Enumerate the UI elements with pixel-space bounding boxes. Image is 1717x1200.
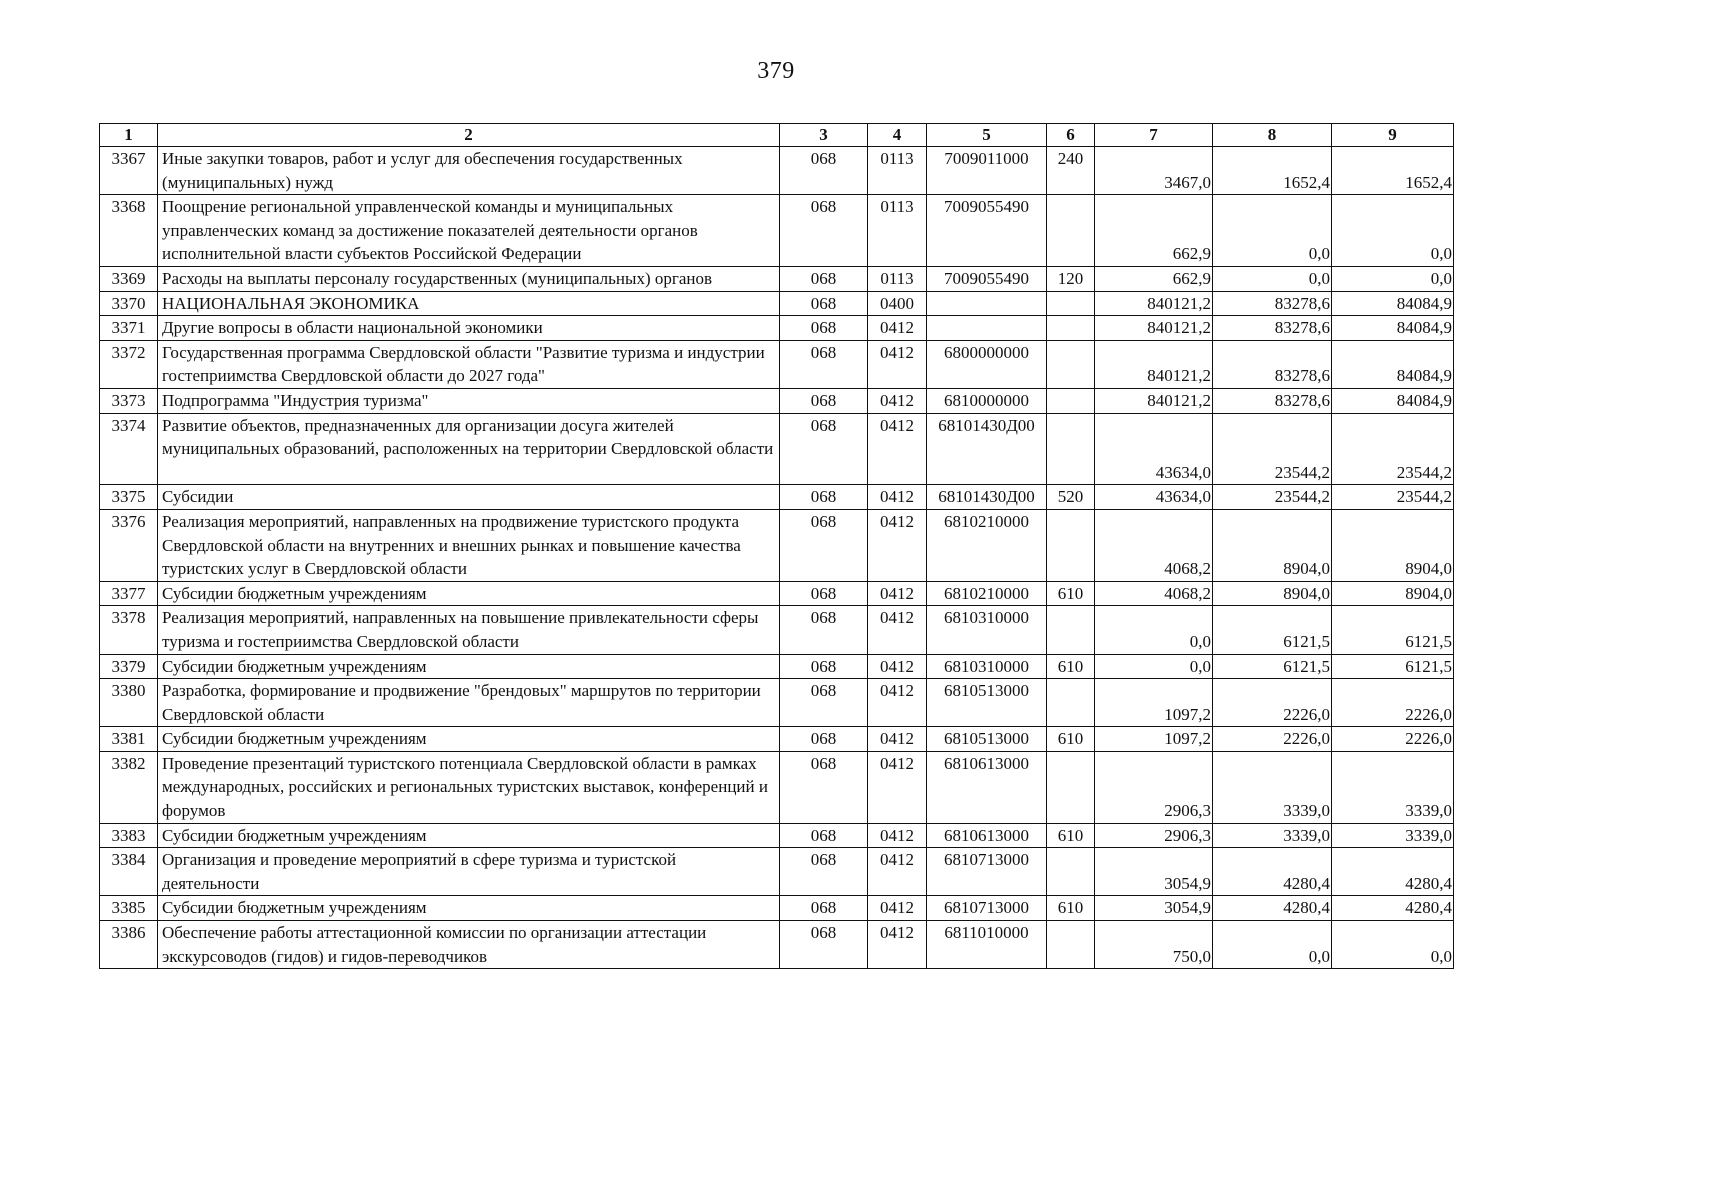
row-amount-col7: 4068,2 (1095, 581, 1213, 606)
row-description: Обеспечение работы аттестационной комиссии по организации аттестации экскурсоводов (гидов) и гидов-переводчиков (158, 921, 780, 969)
row-code-expense-type (1047, 679, 1095, 727)
row-amount-col9: 1652,4 (1332, 147, 1454, 195)
row-code-ministry: 068 (780, 340, 868, 388)
row-amount-col7: 2906,3 (1095, 751, 1213, 823)
row-amount-col8: 83278,6 (1213, 291, 1332, 316)
row-amount-col9: 2226,0 (1332, 679, 1454, 727)
row-code-section: 0412 (868, 751, 927, 823)
table-row (100, 751, 1454, 823)
row-code-target: 6810613000 (927, 823, 1047, 848)
row-code-expense-type (1047, 316, 1095, 341)
row-code-section: 0412 (868, 388, 927, 413)
row-amount-col9: 84084,9 (1332, 340, 1454, 388)
row-description: Субсидии бюджетным учреждениям (158, 654, 780, 679)
row-code-ministry: 068 (780, 291, 868, 316)
row-amount-col8: 83278,6 (1213, 316, 1332, 341)
row-code-ministry: 068 (780, 848, 868, 896)
row-code-ministry: 068 (780, 679, 868, 727)
row-code-target (927, 316, 1047, 341)
row-amount-col8: 0,0 (1213, 195, 1332, 267)
table-body (100, 147, 1454, 969)
row-description: Организация и проведение мероприятий в сфере туризма и туристской деятельности (158, 848, 780, 896)
row-amount-col7: 2906,3 (1095, 823, 1213, 848)
row-code-expense-type (1047, 388, 1095, 413)
row-amount-col7: 840121,2 (1095, 340, 1213, 388)
row-code-section: 0412 (868, 823, 927, 848)
header-col-3: 3 (780, 124, 868, 147)
row-code-ministry: 068 (780, 727, 868, 752)
row-code-target (927, 291, 1047, 316)
row-code-section: 0412 (868, 340, 927, 388)
table-row (100, 679, 1454, 727)
row-amount-col9: 0,0 (1332, 266, 1454, 291)
row-code-ministry: 068 (780, 581, 868, 606)
row-amount-col7: 662,9 (1095, 266, 1213, 291)
row-code-target: 7009055490 (927, 266, 1047, 291)
row-description: Иные закупки товаров, работ и услуг для обеспечения государственных (муниципальных) нужд (158, 147, 780, 195)
row-code-ministry: 068 (780, 485, 868, 510)
row-number: 3369 (100, 266, 158, 291)
row-number: 3367 (100, 147, 158, 195)
row-amount-col7: 3054,9 (1095, 896, 1213, 921)
row-amount-col8: 4280,4 (1213, 848, 1332, 896)
row-code-target: 7009055490 (927, 195, 1047, 267)
table-row (100, 266, 1454, 291)
header-col-6: 6 (1047, 124, 1095, 147)
table-row (100, 896, 1454, 921)
table-row (100, 823, 1454, 848)
row-description: Подпрограмма "Индустрия туризма" (158, 388, 780, 413)
row-code-ministry: 068 (780, 654, 868, 679)
row-code-expense-type: 240 (1047, 147, 1095, 195)
row-description: Субсидии бюджетным учреждениям (158, 896, 780, 921)
row-amount-col8: 8904,0 (1213, 581, 1332, 606)
row-amount-col8: 3339,0 (1213, 751, 1332, 823)
row-amount-col7: 0,0 (1095, 606, 1213, 654)
row-code-ministry: 068 (780, 921, 868, 969)
header-col-1: 1 (100, 124, 158, 147)
row-amount-col9: 6121,5 (1332, 654, 1454, 679)
row-code-section: 0412 (868, 485, 927, 510)
row-amount-col8: 23544,2 (1213, 485, 1332, 510)
row-code-expense-type (1047, 509, 1095, 581)
row-code-ministry: 068 (780, 316, 868, 341)
row-code-section: 0412 (868, 654, 927, 679)
row-code-expense-type: 610 (1047, 727, 1095, 752)
table-row (100, 413, 1454, 485)
row-number: 3373 (100, 388, 158, 413)
row-code-target: 6810310000 (927, 654, 1047, 679)
row-code-section: 0412 (868, 848, 927, 896)
row-code-section: 0412 (868, 316, 927, 341)
row-amount-col7: 1097,2 (1095, 727, 1213, 752)
table-row (100, 509, 1454, 581)
row-code-expense-type (1047, 340, 1095, 388)
row-description: Субсидии бюджетным учреждениям (158, 727, 780, 752)
row-code-ministry: 068 (780, 195, 868, 267)
table-row (100, 340, 1454, 388)
row-amount-col7: 0,0 (1095, 654, 1213, 679)
row-amount-col7: 1097,2 (1095, 679, 1213, 727)
table-row (100, 654, 1454, 679)
row-description: Проведение презентаций туристского потенциала Свердловской области в рамках международных, российских и региональных туристских выставок, конференций и форумов (158, 751, 780, 823)
row-code-section: 0412 (868, 509, 927, 581)
row-code-section: 0113 (868, 266, 927, 291)
row-amount-col7: 4068,2 (1095, 509, 1213, 581)
row-amount-col8: 8904,0 (1213, 509, 1332, 581)
row-description: Субсидии бюджетным учреждениям (158, 823, 780, 848)
row-code-section: 0113 (868, 147, 927, 195)
row-number: 3378 (100, 606, 158, 654)
row-number: 3368 (100, 195, 158, 267)
row-number: 3370 (100, 291, 158, 316)
table-row (100, 727, 1454, 752)
row-amount-col7: 3054,9 (1095, 848, 1213, 896)
row-amount-col9: 8904,0 (1332, 581, 1454, 606)
row-number: 3372 (100, 340, 158, 388)
row-number: 3376 (100, 509, 158, 581)
row-code-expense-type (1047, 606, 1095, 654)
row-code-ministry: 068 (780, 823, 868, 848)
row-amount-col9: 0,0 (1332, 921, 1454, 969)
row-amount-col7: 840121,2 (1095, 291, 1213, 316)
row-code-target: 6810513000 (927, 727, 1047, 752)
header-col-4: 4 (868, 124, 927, 147)
row-number: 3377 (100, 581, 158, 606)
row-code-expense-type (1047, 848, 1095, 896)
row-code-ministry: 068 (780, 388, 868, 413)
table-row (100, 921, 1454, 969)
row-code-section: 0400 (868, 291, 927, 316)
row-description: Субсидии бюджетным учреждениям (158, 581, 780, 606)
table-row (100, 606, 1454, 654)
row-number: 3371 (100, 316, 158, 341)
row-number: 3386 (100, 921, 158, 969)
row-number: 3381 (100, 727, 158, 752)
row-code-section: 0412 (868, 727, 927, 752)
row-code-section: 0412 (868, 921, 927, 969)
row-amount-col9: 8904,0 (1332, 509, 1454, 581)
row-amount-col9: 0,0 (1332, 195, 1454, 267)
row-amount-col9: 84084,9 (1332, 316, 1454, 341)
row-amount-col7: 750,0 (1095, 921, 1213, 969)
row-code-target: 68101430Д00 (927, 485, 1047, 510)
table-row (100, 581, 1454, 606)
row-amount-col8: 4280,4 (1213, 896, 1332, 921)
row-code-expense-type (1047, 413, 1095, 485)
row-code-section: 0412 (868, 606, 927, 654)
row-code-ministry: 068 (780, 266, 868, 291)
row-code-ministry: 068 (780, 509, 868, 581)
table-header (100, 124, 1454, 147)
row-amount-col9: 3339,0 (1332, 823, 1454, 848)
header-col-8: 8 (1213, 124, 1332, 147)
row-amount-col8: 2226,0 (1213, 727, 1332, 752)
row-code-expense-type (1047, 751, 1095, 823)
row-code-expense-type (1047, 921, 1095, 969)
row-code-expense-type: 520 (1047, 485, 1095, 510)
row-number: 3375 (100, 485, 158, 510)
row-amount-col7: 43634,0 (1095, 413, 1213, 485)
row-code-target: 6810713000 (927, 896, 1047, 921)
row-number: 3384 (100, 848, 158, 896)
budget-table (99, 123, 1454, 969)
row-code-section: 0412 (868, 679, 927, 727)
header-col-9: 9 (1332, 124, 1454, 147)
row-description: Расходы на выплаты персоналу государственных (муниципальных) органов (158, 266, 780, 291)
row-code-target: 6810310000 (927, 606, 1047, 654)
row-code-section: 0412 (868, 581, 927, 606)
row-code-expense-type: 120 (1047, 266, 1095, 291)
row-code-target: 6810000000 (927, 388, 1047, 413)
row-amount-col7: 3467,0 (1095, 147, 1213, 195)
row-number: 3374 (100, 413, 158, 485)
row-code-target: 6810613000 (927, 751, 1047, 823)
header-row (100, 124, 1454, 147)
row-amount-col8: 2226,0 (1213, 679, 1332, 727)
row-amount-col7: 840121,2 (1095, 388, 1213, 413)
row-amount-col8: 23544,2 (1213, 413, 1332, 485)
row-amount-col8: 83278,6 (1213, 340, 1332, 388)
header-col-7: 7 (1095, 124, 1213, 147)
row-amount-col9: 4280,4 (1332, 848, 1454, 896)
row-amount-col8: 6121,5 (1213, 654, 1332, 679)
row-code-section: 0412 (868, 896, 927, 921)
row-code-expense-type: 610 (1047, 654, 1095, 679)
row-code-section: 0113 (868, 195, 927, 267)
row-code-target: 6800000000 (927, 340, 1047, 388)
row-code-expense-type: 610 (1047, 823, 1095, 848)
row-amount-col9: 84084,9 (1332, 291, 1454, 316)
page-number: 379 (757, 58, 795, 84)
row-amount-col7: 662,9 (1095, 195, 1213, 267)
row-code-ministry: 068 (780, 606, 868, 654)
row-number: 3379 (100, 654, 158, 679)
row-code-target: 68101430Д00 (927, 413, 1047, 485)
row-amount-col9: 23544,2 (1332, 485, 1454, 510)
row-description: Реализация мероприятий, направленных на продвижение туристского продукта Свердловской области на внутренних и внешних рынках и повышение качества туристских услуг в Свердловской области (158, 509, 780, 581)
row-description: Субсидии (158, 485, 780, 510)
row-number: 3380 (100, 679, 158, 727)
row-amount-col9: 23544,2 (1332, 413, 1454, 485)
row-code-ministry: 068 (780, 751, 868, 823)
row-amount-col9: 84084,9 (1332, 388, 1454, 413)
row-amount-col9: 6121,5 (1332, 606, 1454, 654)
row-code-target: 7009011000 (927, 147, 1047, 195)
row-code-ministry: 068 (780, 147, 868, 195)
row-amount-col9: 2226,0 (1332, 727, 1454, 752)
row-amount-col8: 83278,6 (1213, 388, 1332, 413)
row-amount-col8: 0,0 (1213, 921, 1332, 969)
row-code-target: 6810210000 (927, 509, 1047, 581)
row-amount-col8: 3339,0 (1213, 823, 1332, 848)
row-code-section: 0412 (868, 413, 927, 485)
row-code-target: 6810210000 (927, 581, 1047, 606)
row-code-expense-type: 610 (1047, 581, 1095, 606)
row-amount-col9: 3339,0 (1332, 751, 1454, 823)
row-code-target: 6810713000 (927, 848, 1047, 896)
row-description: Развитие объектов, предназначенных для организации досуга жителей муниципальных образований, расположенных на территории Свердловской области (158, 413, 780, 485)
row-amount-col9: 4280,4 (1332, 896, 1454, 921)
row-code-target: 6810513000 (927, 679, 1047, 727)
row-code-expense-type (1047, 195, 1095, 267)
row-code-expense-type (1047, 291, 1095, 316)
row-amount-col7: 840121,2 (1095, 316, 1213, 341)
table-row (100, 848, 1454, 896)
row-number: 3383 (100, 823, 158, 848)
table-row (100, 316, 1454, 341)
row-code-target: 6811010000 (927, 921, 1047, 969)
table-row (100, 485, 1454, 510)
row-code-expense-type: 610 (1047, 896, 1095, 921)
row-description: Другие вопросы в области национальной экономики (158, 316, 780, 341)
header-col-5: 5 (927, 124, 1047, 147)
table-row (100, 147, 1454, 195)
row-description: НАЦИОНАЛЬНАЯ ЭКОНОМИКА (158, 291, 780, 316)
row-number: 3385 (100, 896, 158, 921)
row-amount-col7: 43634,0 (1095, 485, 1213, 510)
row-amount-col8: 6121,5 (1213, 606, 1332, 654)
row-code-ministry: 068 (780, 413, 868, 485)
row-amount-col8: 1652,4 (1213, 147, 1332, 195)
header-col-2: 2 (158, 124, 780, 147)
table-row (100, 388, 1454, 413)
row-description: Государственная программа Свердловской области "Развитие туризма и индустрии гостеприимства Свердловской области до 2027 года" (158, 340, 780, 388)
row-description: Разработка, формирование и продвижение "брендовых" маршрутов по территории Свердловской области (158, 679, 780, 727)
row-description: Поощрение региональной управленческой команды и муниципальных управленческих команд за достижение показателей деятельности органов исполнительной власти субъектов Российской Федерации (158, 195, 780, 267)
row-code-ministry: 068 (780, 896, 868, 921)
table-row (100, 291, 1454, 316)
row-amount-col8: 0,0 (1213, 266, 1332, 291)
table-row (100, 195, 1454, 267)
row-number: 3382 (100, 751, 158, 823)
row-description: Реализация мероприятий, направленных на повышение привлекательности сферы туризма и гостеприимства Свердловской области (158, 606, 780, 654)
